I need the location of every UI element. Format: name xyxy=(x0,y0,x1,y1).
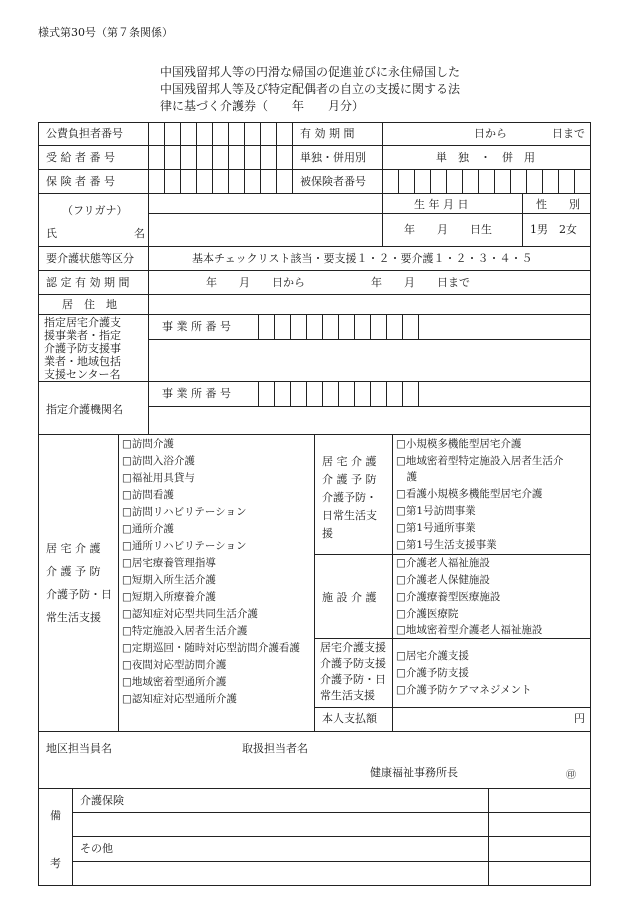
service-checkbox[interactable]: □介護医療院 xyxy=(396,608,459,620)
public-burden-no-label: 公費負担者番号 xyxy=(46,127,123,140)
community-care-label-3: 介護予防・ xyxy=(322,491,377,504)
service-checkbox[interactable]: □介護予防支援 xyxy=(396,667,469,679)
handling-officer-label: 取扱担当者名 xyxy=(242,742,308,755)
service-checkbox[interactable]: □認知症対応型通所介護 xyxy=(122,693,237,705)
dob-fields: 年 月 日生 xyxy=(404,223,492,236)
service-checkbox[interactable]: □介護療養型医療施設 xyxy=(396,591,501,603)
service-checkbox[interactable]: □居宅療養管理指導 xyxy=(122,557,216,569)
service-checkbox[interactable]: □地域密着型特定施設入居者生活介 xyxy=(396,455,564,467)
community-care-label-2: 介 護 予 防 xyxy=(322,473,377,486)
service-checkbox[interactable]: □訪問看護 xyxy=(122,489,174,501)
sex-options: 1男 2女 xyxy=(530,223,577,236)
form-number: 様式第30号（第７条関係） xyxy=(38,26,173,39)
service-checkbox[interactable]: □介護老人保健施設 xyxy=(396,574,490,586)
care-management-label-1: 居宅介護支援 xyxy=(320,641,386,654)
cert-period-value: 年 月 日から 年 月 日まで xyxy=(206,276,470,289)
care-level-value: 基本チェックリスト該当・要支援１・２・要介護１・２・３・４・５ xyxy=(192,252,533,265)
service-checkbox[interactable]: □認知症対応型共同生活介護 xyxy=(122,608,258,620)
insurer-no-label: 保 険 者 番 号 xyxy=(46,175,115,188)
service-checkbox[interactable]: □特定施設入居者生活介護 xyxy=(122,625,248,637)
seal-icon: ㊞ xyxy=(566,770,576,781)
service-checkbox[interactable]: □通所リハビリテーション xyxy=(122,540,247,552)
community-care-label-1: 居 宅 介 護 xyxy=(322,455,377,468)
designated-support-label-2: 援事業者・指定 xyxy=(44,329,121,342)
service-checkbox[interactable]: □定期巡回・随時対応型訪問介護看護 xyxy=(122,642,300,654)
name-label: 氏 名 xyxy=(46,227,145,240)
care-level-label: 要介護状態等区分 xyxy=(46,252,134,265)
single-combined-options: 単 独 ・ 併 用 xyxy=(436,151,535,164)
care-management-label-3: 介護予防・日 xyxy=(320,673,386,686)
furigana-label: （フリガナ） xyxy=(62,204,128,217)
service-checkbox[interactable]: □居宅介護支援 xyxy=(396,650,469,662)
designated-support-label-5: 支援センター名 xyxy=(44,368,121,381)
validity-to-day: 日まで xyxy=(552,127,585,140)
office-head-label: 健康福祉事務所長 xyxy=(370,766,458,779)
service-checkbox[interactable]: □通所介護 xyxy=(122,523,174,535)
form-title-line-3: 律に基づく介護券（ 年 月分） xyxy=(160,99,365,113)
service-checkbox[interactable]: □短期入所療養介護 xyxy=(122,591,216,603)
community-care-label-5: 援 xyxy=(322,527,333,540)
form-title-line-2: 中国残留邦人等及び特定配偶者の自立の支援に関する法 xyxy=(160,82,461,96)
service-checkbox[interactable]: □第1号通所事業 xyxy=(396,522,476,534)
home-care-label-2: 介 護 予 防 xyxy=(46,565,101,578)
service-checkbox[interactable]: □訪問リハビリテーション xyxy=(122,506,247,518)
service-checkbox-continuation: 護 xyxy=(396,471,417,483)
service-checkbox[interactable]: □地域密着型介護老人福祉施設 xyxy=(396,624,543,636)
designated-support-label-4: 業者・地域包括 xyxy=(44,355,121,368)
home-care-label-4: 常生活支援 xyxy=(46,611,101,624)
office-no-label-2: 事 業 所 番 号 xyxy=(162,387,231,400)
validity-from-day: 日から xyxy=(474,127,507,140)
service-checkbox[interactable]: □介護老人福祉施設 xyxy=(396,557,490,569)
self-pay-label: 本人支払額 xyxy=(322,712,377,725)
community-care-label-4: 日常生活支 xyxy=(322,509,377,522)
single-combined-label: 単独・併用別 xyxy=(300,151,366,164)
remarks-label-bottom: 考 xyxy=(50,857,61,870)
service-checkbox[interactable]: □第1号生活支援事業 xyxy=(396,539,497,551)
remarks-other: その他 xyxy=(80,842,113,855)
service-checkbox[interactable]: □小規模多機能型居宅介護 xyxy=(396,438,522,450)
residence-label: 居 住 地 xyxy=(62,298,117,311)
yen-unit: 円 xyxy=(574,712,585,725)
service-checkbox[interactable]: □第1号訪問事業 xyxy=(396,505,476,517)
dob-label: 生 年 月 日 xyxy=(414,198,469,211)
designated-care-institution-label: 指定介護機関名 xyxy=(46,403,123,416)
cert-period-label: 認 定 有 効 期 間 xyxy=(46,276,130,289)
home-care-label-3: 介護予防・日 xyxy=(46,588,112,601)
care-management-label-2: 介護予防支援 xyxy=(320,657,386,670)
insured-no-label: 被保険者番号 xyxy=(300,175,366,188)
home-care-label-1: 居 宅 介 護 xyxy=(46,542,101,555)
care-management-label-4: 常生活支援 xyxy=(320,689,375,702)
service-checkbox[interactable]: □訪問介護 xyxy=(122,438,174,450)
sex-label: 性 別 xyxy=(536,198,580,211)
district-officer-label: 地区担当員名 xyxy=(46,742,112,755)
facility-care-label: 施 設 介 護 xyxy=(322,591,377,604)
remarks-label-top: 備 xyxy=(50,809,61,822)
office-no-label-1: 事 業 所 番 号 xyxy=(162,320,231,333)
service-checkbox[interactable]: □夜間対応型訪問介護 xyxy=(122,659,227,671)
form-title-line-1: 中国残留邦人等の円滑な帰国の促進並びに永住帰国した xyxy=(160,65,461,79)
service-checkbox[interactable]: □福祉用具貸与 xyxy=(122,472,195,484)
recipient-no-label: 受 給 者 番 号 xyxy=(46,151,115,164)
designated-support-label-1: 指定居宅介護支 xyxy=(44,316,121,329)
service-checkbox[interactable]: □介護予防ケアマネジメント xyxy=(396,684,532,696)
validity-period-label: 有 効 期 間 xyxy=(300,127,355,140)
service-checkbox[interactable]: □短期入所生活介護 xyxy=(122,574,216,586)
designated-support-label-3: 介護予防支援事 xyxy=(44,342,121,355)
service-checkbox[interactable]: □訪問入浴介護 xyxy=(122,455,195,467)
service-checkbox[interactable]: □看護小規模多機能型居宅介護 xyxy=(396,488,543,500)
remarks-care-insurance: 介護保険 xyxy=(80,794,124,807)
service-checkbox[interactable]: □地域密着型通所介護 xyxy=(122,676,227,688)
